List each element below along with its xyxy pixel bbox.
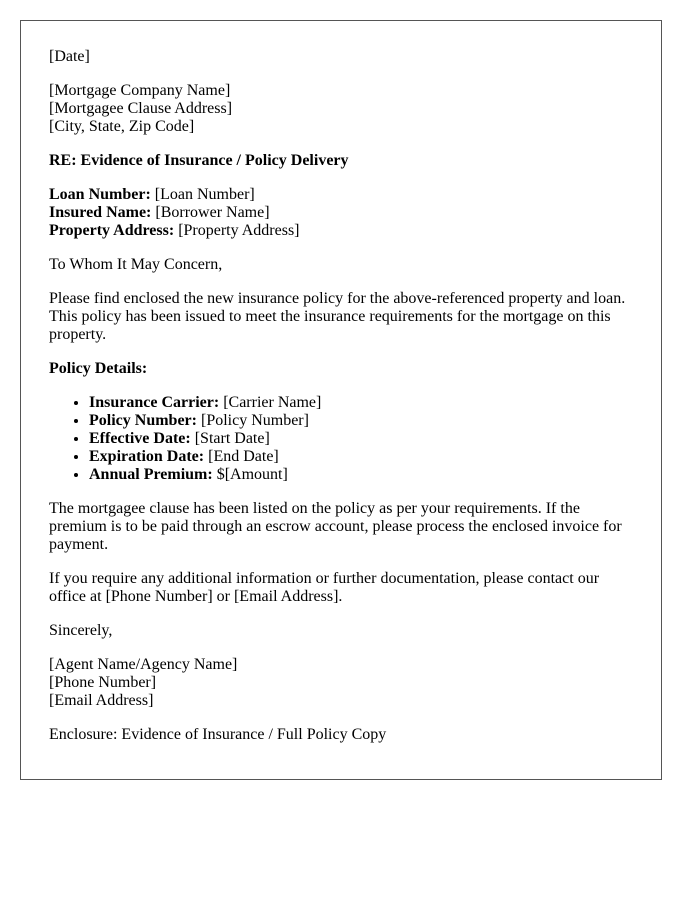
detail-value: [Carrier Name] (219, 394, 322, 411)
detail-label: Policy Number: (89, 412, 197, 429)
signature-phone: [Phone Number] (49, 674, 157, 691)
enclosure: Enclosure: Evidence of Insurance / Full Policy Copy (49, 726, 387, 743)
subject-line (49, 152, 633, 170)
policy-heading (49, 360, 633, 378)
policy-heading-text: Policy Details: (49, 360, 148, 377)
policy-details-list (49, 394, 633, 484)
recipient-address: [Mortgagee Clause Address] (49, 100, 233, 117)
loan-number-label: Loan Number: (49, 186, 151, 203)
subject-text: RE: Evidence of Insurance / Policy Delivery (49, 152, 349, 169)
recipient-city: [City, State, Zip Code] (49, 118, 195, 135)
signature-agent: [Agent Name/Agency Name] (49, 656, 238, 673)
clause-paragraph: The mortgagee clause has been listed on the policy as per your requirements. If the premium is to be paid through an escrow account, please process the enclosed invoice for payment. (49, 500, 622, 553)
detail-label: Effective Date: (89, 430, 191, 447)
closing: Sincerely, (49, 622, 113, 639)
list-item (89, 430, 633, 448)
list-item (89, 466, 633, 484)
list-item (89, 394, 633, 412)
recipient-block (49, 82, 633, 136)
detail-value: [End Date] (204, 448, 279, 465)
detail-value: [Policy Number] (196, 412, 309, 429)
detail-label: Expiration Date: (89, 448, 205, 465)
loan-number-value: [Loan Number] (150, 186, 255, 203)
detail-value: $[Amount] (212, 466, 288, 483)
loan-info (49, 186, 633, 240)
signature-email: [Email Address] (49, 692, 154, 709)
list-item (89, 448, 633, 466)
contact-paragraph: If you require any additional information or further documentation, please contact our office at [Phone Number] or [Email Address]. (49, 570, 600, 605)
signature-block (49, 656, 633, 710)
insured-name-label: Insured Name: (49, 204, 152, 221)
property-address-label: Property Address: (49, 222, 175, 239)
date: [Date] (49, 48, 90, 65)
insured-name-value: [Borrower Name] (151, 204, 270, 221)
property-address-value: [Property Address] (174, 222, 300, 239)
detail-value: [Start Date] (190, 430, 270, 447)
intro-paragraph: Please find enclosed the new insurance policy for the above-referenced property and loan. This policy has been issued to meet the insurance requirements for the mortgage on this property. (49, 290, 626, 343)
salutation: To Whom It May Concern, (49, 256, 223, 273)
recipient-company: [Mortgage Company Name] (49, 82, 231, 99)
detail-label: Annual Premium: (89, 466, 213, 483)
list-item (89, 412, 633, 430)
detail-label: Insurance Carrier: (89, 394, 220, 411)
letter (20, 20, 662, 780)
